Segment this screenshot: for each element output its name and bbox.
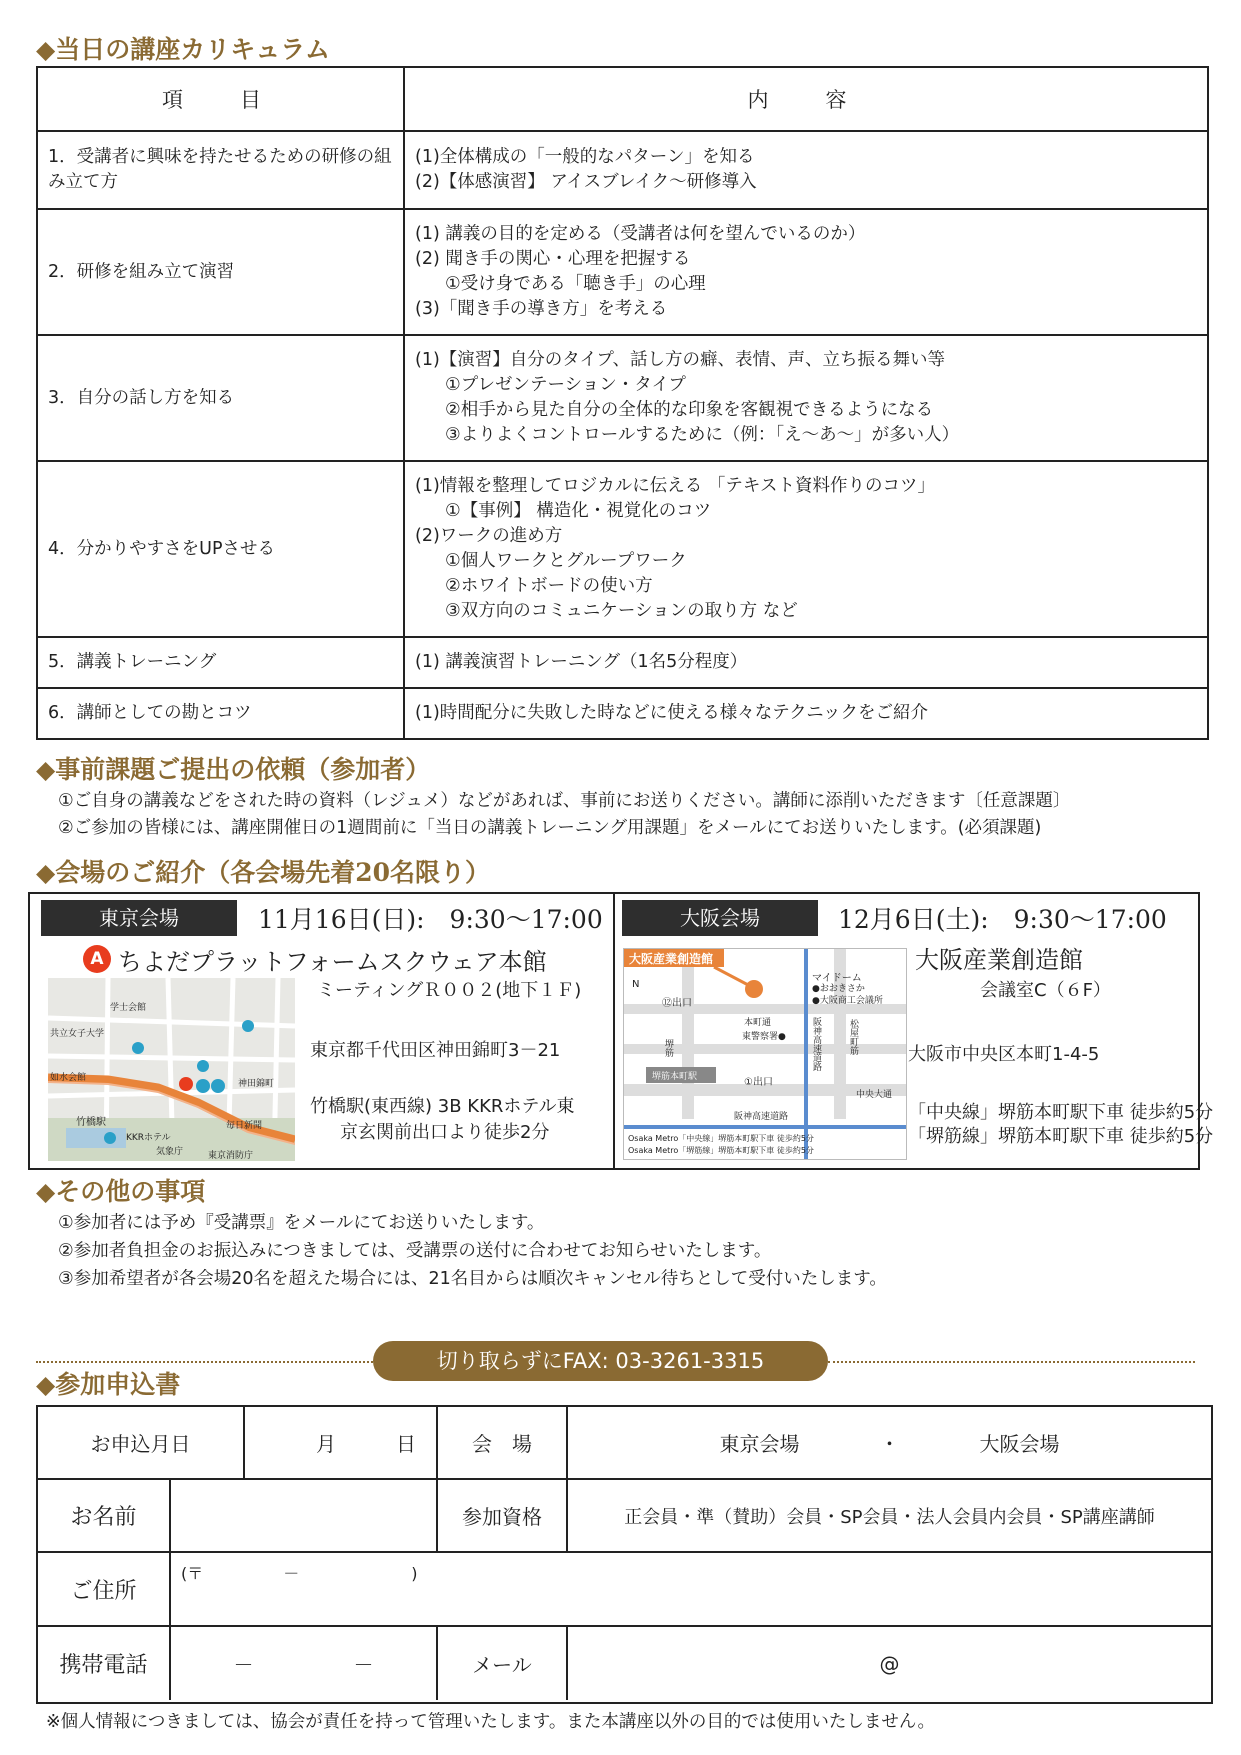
osaka-access: 「堺筋線」堺筋本町駅下車 徒歩約5分 xyxy=(908,1126,1214,1147)
address-label: ご住所 xyxy=(38,1553,171,1627)
row-item: 2．研修を組み立て演習 xyxy=(37,209,404,335)
table-row xyxy=(37,688,1208,739)
map-label: ●おおきさか xyxy=(812,984,865,994)
mail-field[interactable]: @ xyxy=(879,1651,900,1676)
map-label: 阪神高速道路 xyxy=(734,1112,789,1122)
column-header-content: 内 容 xyxy=(404,67,1208,131)
content-line: (1) 講義演習トレーニング（1名5分程度） xyxy=(415,652,748,672)
qualification-label: 参加資格 xyxy=(438,1480,568,1553)
phone-label: 携帯電話 xyxy=(38,1627,171,1700)
content-line: ②ホワイトボードの使い方 xyxy=(445,576,653,596)
table-row xyxy=(37,637,1208,688)
mail-label: メール xyxy=(438,1627,568,1700)
map-label: 如水会館 xyxy=(50,1073,87,1083)
osaka-access: 「中央線」堺筋本町駅下車 徒歩約5分 xyxy=(908,1102,1214,1123)
table-row xyxy=(37,335,1208,461)
row-content xyxy=(404,637,1208,688)
map-label: KKRホテル xyxy=(126,1133,171,1143)
curriculum-table xyxy=(36,66,1209,740)
other-title: ◆その他の事項 xyxy=(36,1177,206,1206)
cut-line xyxy=(828,1361,1195,1363)
venue-marker-icon: A xyxy=(83,945,111,973)
tokyo-venue-name: ちよだプラットフォームスクウェア本館 xyxy=(118,948,547,976)
content-line: ①【事例】 構造化・視覚化のコツ xyxy=(445,501,712,521)
tokyo-room: ミーティングＲ００２(地下１Ｆ) xyxy=(317,980,582,1001)
content-line: ①受け身である「聴き手」の心理 xyxy=(445,274,706,294)
list-item: ②参加者負担金のお振込みにつきましては、受講票の送付に合わせてお知らせいたします。 xyxy=(58,1241,772,1261)
map-label: ●大阪商工会議所 xyxy=(812,996,883,1006)
assignment-title: ◆事前課題ご提出の依頼（参加者） xyxy=(36,755,431,784)
map-label: 毎日新聞 xyxy=(226,1121,263,1131)
map-label: 竹橋駅 xyxy=(76,1117,106,1128)
venues-title: ◆会場のご紹介（各会場先着20名限り） xyxy=(36,858,491,887)
row-item: 6．講師としての勘とコツ xyxy=(37,688,404,739)
map-label: 中央大通 xyxy=(856,1090,893,1100)
row-content xyxy=(404,688,1208,739)
map-label: マイドーム xyxy=(812,973,862,984)
content-line: (1)情報を整理してロジカルに伝える 「テキスト資料作りのコツ」 xyxy=(415,476,935,496)
osaka-datetime: 12月6日(土): 9:30〜17:00 xyxy=(838,905,1167,934)
venue-choice[interactable] xyxy=(568,1407,1211,1480)
content-line: (1) 講義の目的を定める（受講者は何を望んでいるのか） xyxy=(415,224,866,244)
date-label: お申込月日 xyxy=(38,1407,245,1480)
osaka-room: 会議室C（６F） xyxy=(980,980,1111,1001)
row-item: 3．自分の話し方を知る xyxy=(37,335,404,461)
osaka-venue-label: 大阪会場 xyxy=(622,900,818,936)
list-item: ③参加希望者が各会場20名を超えた場合には、21名目からは順次キャンセル待ちとして受付いたします。 xyxy=(58,1269,887,1289)
tokyo-datetime: 11月16日(日): 9:30〜17:00 xyxy=(258,905,603,934)
content-line: ①個人ワークとグループワーク xyxy=(445,551,687,571)
list-item: ①ご自身の講義などをされた時の資料（レジュメ）などがあれば、事前にお送りください。講師に添削いただきます〔任意課題〕 xyxy=(58,791,1071,811)
table-row xyxy=(37,209,1208,335)
content-line: ③よりよくコントロールするために（例：「え～あ～」が多い人） xyxy=(445,425,960,445)
content-line: ③双方向のコミュニケーションの取り方 など xyxy=(445,601,798,621)
form-title: ◆参加申込書 xyxy=(36,1370,181,1399)
tokyo-access: 京玄関前出口より徒歩2分 xyxy=(340,1122,550,1143)
address-field[interactable]: (〒 － ) xyxy=(171,1553,1211,1627)
row-item: 4．分かりやすさをUPさせる xyxy=(37,461,404,637)
application-form xyxy=(36,1405,1213,1704)
other-list xyxy=(58,1209,887,1293)
qualification-choice[interactable]: 正会員・準（賛助）会員・SP会員・法人会員内会員・SP講座講師 xyxy=(568,1480,1211,1553)
map-label: 堺筋本町駅 xyxy=(652,1072,698,1082)
content-line: ②相手から見た自分の全体的な印象を客観視できるようになる xyxy=(445,400,934,420)
map-label: 東京消防庁 xyxy=(208,1151,254,1161)
assignment-list xyxy=(58,788,1070,842)
fax-banner: 切り取らずにFAX: 03-3261-3315 xyxy=(373,1341,828,1381)
map-label: 本町通 xyxy=(744,1018,772,1028)
map-label: ①出口 xyxy=(744,1077,773,1088)
row-item: 1．受講者に興味を持たせるための研修の組み立て方 xyxy=(37,131,404,209)
name-field[interactable] xyxy=(171,1480,438,1553)
map-label: 阪神高速道路 xyxy=(811,1017,821,1071)
osaka-venue-name: 大阪産業創造館 xyxy=(915,946,1083,974)
map-banner: 大阪産業創造館 xyxy=(629,952,714,966)
list-item: ①参加者には予め『受講票』をメールにてお送りいたします。 xyxy=(58,1213,545,1233)
venue-label: 会 場 xyxy=(438,1407,568,1480)
venue-divider xyxy=(613,892,615,1170)
row-content xyxy=(404,209,1208,335)
tokyo-address: 東京都千代田区神田錦町3－21 xyxy=(310,1040,561,1061)
content-line: ①プレゼンテーション・タイプ xyxy=(445,375,686,395)
map-label: Osaka Metro「堺筋線」堺筋本町駅下車 徒歩約5分 xyxy=(628,1146,814,1155)
privacy-footnote: ※個人情報につきましては、協会が責任を持って管理いたします。また本講座以外の目的では使用いたしません。 xyxy=(46,1712,935,1732)
map-label: 松屋町筋 xyxy=(848,1019,858,1055)
map-label: ⑫出口 xyxy=(662,998,692,1009)
content-line: (2)ワークの進め方 xyxy=(415,526,563,546)
osaka-map xyxy=(623,948,907,1160)
phone-field[interactable]: － － xyxy=(171,1627,438,1700)
map-label: 東警察署● xyxy=(742,1032,786,1042)
tokyo-access: 竹橋駅(東西線) 3B KKRホテル東 xyxy=(310,1096,575,1117)
content-line: (1)時間配分に失敗した時などに使える様々なテクニックをご紹介 xyxy=(415,703,929,723)
date-field[interactable]: 月 日 xyxy=(245,1407,438,1480)
map-label: 堺筋 xyxy=(663,1039,673,1057)
content-line: (1)【演習】自分のタイプ、話し方の癖、表情、声、立ち振る舞い等 xyxy=(415,350,946,370)
row-content xyxy=(404,461,1208,637)
map-label: Osaka Metro「中央線」堺筋本町駅下車 徒歩約5分 xyxy=(628,1134,814,1143)
column-header-item: 項 目 xyxy=(37,67,404,131)
content-line: (1)全体構成の「一般的なパターン」を知る xyxy=(415,147,755,167)
tokyo-map xyxy=(48,978,295,1161)
venue-separator: ・ xyxy=(879,1432,900,1456)
content-line: (2)【体感演習】 アイスブレイク～研修導入 xyxy=(415,172,757,192)
curriculum-title: ◆当日の講座カリキュラム xyxy=(36,35,330,64)
cut-line xyxy=(36,1361,373,1363)
tokyo-venue-label: 東京会場 xyxy=(41,900,237,936)
list-item: ②ご参加の皆様には、講座開催日の1週間前に「当日の講義トレーニング用課題」をメールにてお送りいたします。(必須課題) xyxy=(58,818,1042,838)
venue-option-tokyo[interactable]: 東京会場 xyxy=(719,1432,800,1456)
map-label: 神田錦町 xyxy=(238,1079,275,1089)
content-line: (3)「聞き手の導き方」を考える xyxy=(415,299,668,319)
map-label: 学士会館 xyxy=(110,1003,147,1013)
content-line: (2) 聞き手の関心・心理を把握する xyxy=(415,249,691,269)
table-row xyxy=(37,131,1208,209)
map-label: 気象庁 xyxy=(156,1147,184,1157)
north-icon: N xyxy=(632,979,640,990)
row-content xyxy=(404,131,1208,209)
row-item: 5．講義トレーニング xyxy=(37,637,404,688)
venue-option-osaka[interactable]: 大阪会場 xyxy=(979,1432,1060,1456)
name-label: お名前 xyxy=(38,1480,171,1553)
osaka-address: 大阪市中央区本町1-4-5 xyxy=(908,1044,1100,1065)
row-content xyxy=(404,335,1208,461)
table-row xyxy=(37,461,1208,637)
map-label: 共立女子大学 xyxy=(50,1029,105,1039)
